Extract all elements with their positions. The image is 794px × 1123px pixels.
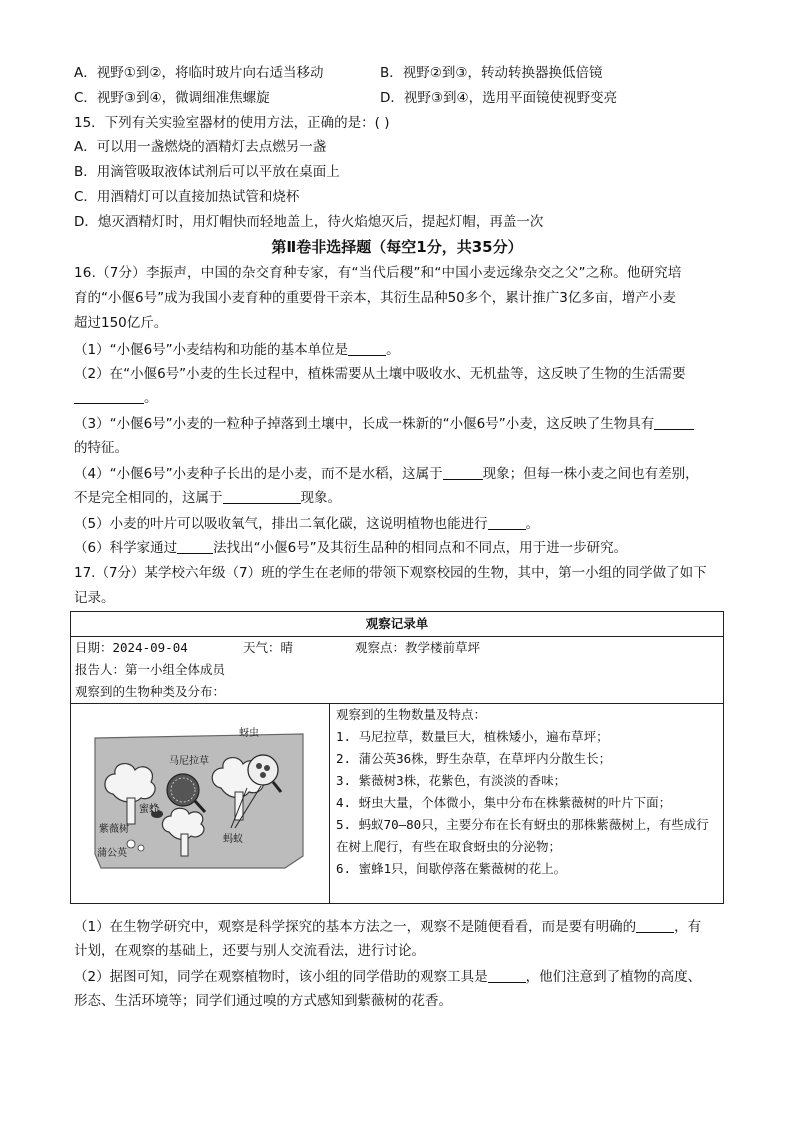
q17-intro-line-2: 记录。 [74,590,115,606]
q16-part-4-mid: 现象；但每一株小麦之间也有差别， [482,466,699,482]
q16-intro-line-2: 育的“小偃6号”成为我国小麦育种的重要骨干亲本，其衍生品种50多个，累计推广3亿多亩，增产小麦 [74,290,676,306]
q16-answer-blank-3[interactable] [654,415,694,430]
q16-part-4-end: 现象。 [300,490,341,506]
label-ant: 蚂蚁 [223,834,243,845]
q16-answer-blank-2[interactable] [74,389,144,404]
q16-intro-line-3: 超过150亿斤。 [74,315,168,331]
q17-answer-blank-1[interactable] [636,918,674,933]
q15-option-a[interactable]: A．可以用一盏燃烧的酒精灯去点燃另一盏 [74,139,327,155]
q16-part-3-cont: 的特征。 [74,440,128,456]
q16-part-1 [74,339,400,361]
label-aphid: 蚜虫 [239,728,259,739]
q16-answer-blank-6[interactable] [488,515,526,530]
record-weather: 天气：晴 [243,640,294,655]
q16-answer-blank-7[interactable] [177,539,213,554]
q16-part-3 [74,413,694,435]
section-title: 第Ⅱ卷非选择题（每空1分，共35分） [271,238,523,256]
q16-part-2 [74,363,686,385]
q17-part-2-mid: ，他们注意到了植物的高度、 [525,969,702,985]
q14-option-row-1 [74,62,734,84]
q16-part-2-cont [74,387,158,409]
record-obs-header: 观察到的生物数量及特点： [336,707,487,722]
q16-answer-blank-5[interactable] [223,489,301,504]
q16-part-4-cont [74,487,341,509]
q17-part-1 [74,916,701,938]
record-species-label: 观察到的生物种类及分布： [75,684,226,699]
record-obs-item: 6. 蜜蜂1只，间歇停落在紫薇树的花上。 [336,861,567,876]
q14-option-d[interactable]: D．视野③到④，选用平面镜使视野变亮 [380,90,618,106]
q16-part-6 [74,537,627,559]
q16-part-5-end: 。 [525,516,540,532]
record-obs-item: 5. 蚂蚁70—80只，主要分布在长有蚜虫的那株紫薇树上，有些成行在树上爬行，有些在取食蚜虫的分泌物； [336,817,709,854]
q17-part-2-cont: 形态、生活环境等；同学们通过嗅的方式感知到紫薇树的花香。 [74,993,452,1009]
q17-intro-line-1: 17.（7分）某学校六年级（7）班的学生在老师的带领下观察校园的生物，其中，第一小组的同学做了如下 [74,565,707,581]
record-date: 日期：2024-09-04 [75,640,188,655]
record-diagram-cell [71,704,330,904]
record-obs-item: 2. 蒲公英36株，野生杂草，在草坪内分散生长； [336,751,612,766]
q16-part-3-text: （3）“小偃6号”小麦的一粒种子掉落到土壤中，长成一株新的“小偃6号”小麦，这反映了生物具有 [74,416,655,432]
q15-stem: 15．下列有关实验室器材的使用方法，正确的是：( ) [74,115,390,131]
record-obs-item: 1. 马尼拉草，数量巨大，植株矮小，遍布草坪； [336,729,609,744]
q14-option-row-2 [74,87,734,109]
q15-option-d[interactable]: D．熄灭酒精灯时，用灯帽快而轻地盖上，待火焰熄灭后，提起灯帽，再盖一次 [74,214,544,230]
q17-part-1-cont: 计划，在观察的基础上，还要与别人交流看法，进行讨论。 [74,943,425,959]
record-place: 观察点：教学楼前草坪 [355,640,481,655]
q16-part-5 [74,513,539,535]
q14-option-a[interactable]: A．视野①到②，将临时玻片向右适当移动 [74,65,324,81]
observation-record-table [70,611,724,904]
record-info [71,637,724,704]
q15-option-b[interactable]: B．用滴管吸取液体试剂后可以平放在桌面上 [74,164,340,180]
campus-lawn-diagram [71,704,329,900]
q14-option-c[interactable]: C．视野③到④，微调细准焦螺旋 [74,90,270,106]
label-dandelion: 蒲公英 [97,848,127,859]
q16-part-5-text: （5）小麦的叶片可以吸收氧气，排出二氧化碳，这说明植物也能进行 [74,516,488,532]
q16-answer-blank-4[interactable] [443,465,483,480]
label-manila-grass: 马尼拉草 [169,756,209,767]
q16-part-2-text: （2）在“小偃6号”小麦的生长过程中，植株需要从土壤中吸收水、无机盐等，这反映了生物的生活需要 [74,366,686,382]
q16-part-6-end: 法找出“小偃6号”及其衍生品种的相同点和不同点，用于进一步研究。 [213,540,628,556]
q16-part-1-end: 。 [386,342,400,358]
record-reporter: 报告人：第一小组全体成员 [75,662,226,677]
q16-intro-line-1: 16.（7分）李振声，中国的杂交育种专家，有“当代后稷”和“中国小麦远缘杂交之父”之称。他研究培 [74,265,682,281]
record-observation-cell [330,704,724,904]
q17-answer-blank-2[interactable] [488,968,526,983]
q15-option-c[interactable]: C．用酒精灯可以直接加热试管和烧杯 [74,189,300,205]
q16-part-2-end: 。 [144,390,158,406]
record-obs-item: 4. 蚜虫大量，个体微小，集中分布在株紫薇树的叶片下面； [336,795,672,810]
q17-part-2-text: （2）据图可知，同学在观察植物时，该小组的同学借助的观察工具是 [74,969,488,985]
q16-part-4 [74,463,699,485]
label-crape-myrtle: 紫薇树 [99,824,129,835]
q16-part-1-text: （1）“小偃6号”小麦结构和功能的基本单位是 [74,342,349,358]
q17-part-1-mid: ，有 [674,919,702,935]
record-obs-item: 3. 紫薇树3株，花紫色，有淡淡的香味； [336,773,567,788]
q14-option-b[interactable]: B．视野②到③，转动转换器换低倍镜 [380,65,603,81]
record-title: 观察记录单 [71,612,724,637]
label-bee: 蜜蜂 [139,804,159,815]
q17-part-2 [74,966,701,988]
q16-part-4-text: （4）“小偃6号”小麦种子长出的是小麦，而不是水稻，这属于 [74,466,443,482]
q16-answer-blank-1[interactable] [348,341,386,356]
q16-part-4-text-2: 不是完全相同的，这属于 [74,490,223,506]
q16-part-6-text: （6）科学家通过 [74,540,178,556]
record-meta-row [71,637,723,659]
q17-part-1-text: （1）在生物学研究中，观察是科学探究的基本方法之一，观察不是随便看看，而是要有明确的 [74,919,637,935]
